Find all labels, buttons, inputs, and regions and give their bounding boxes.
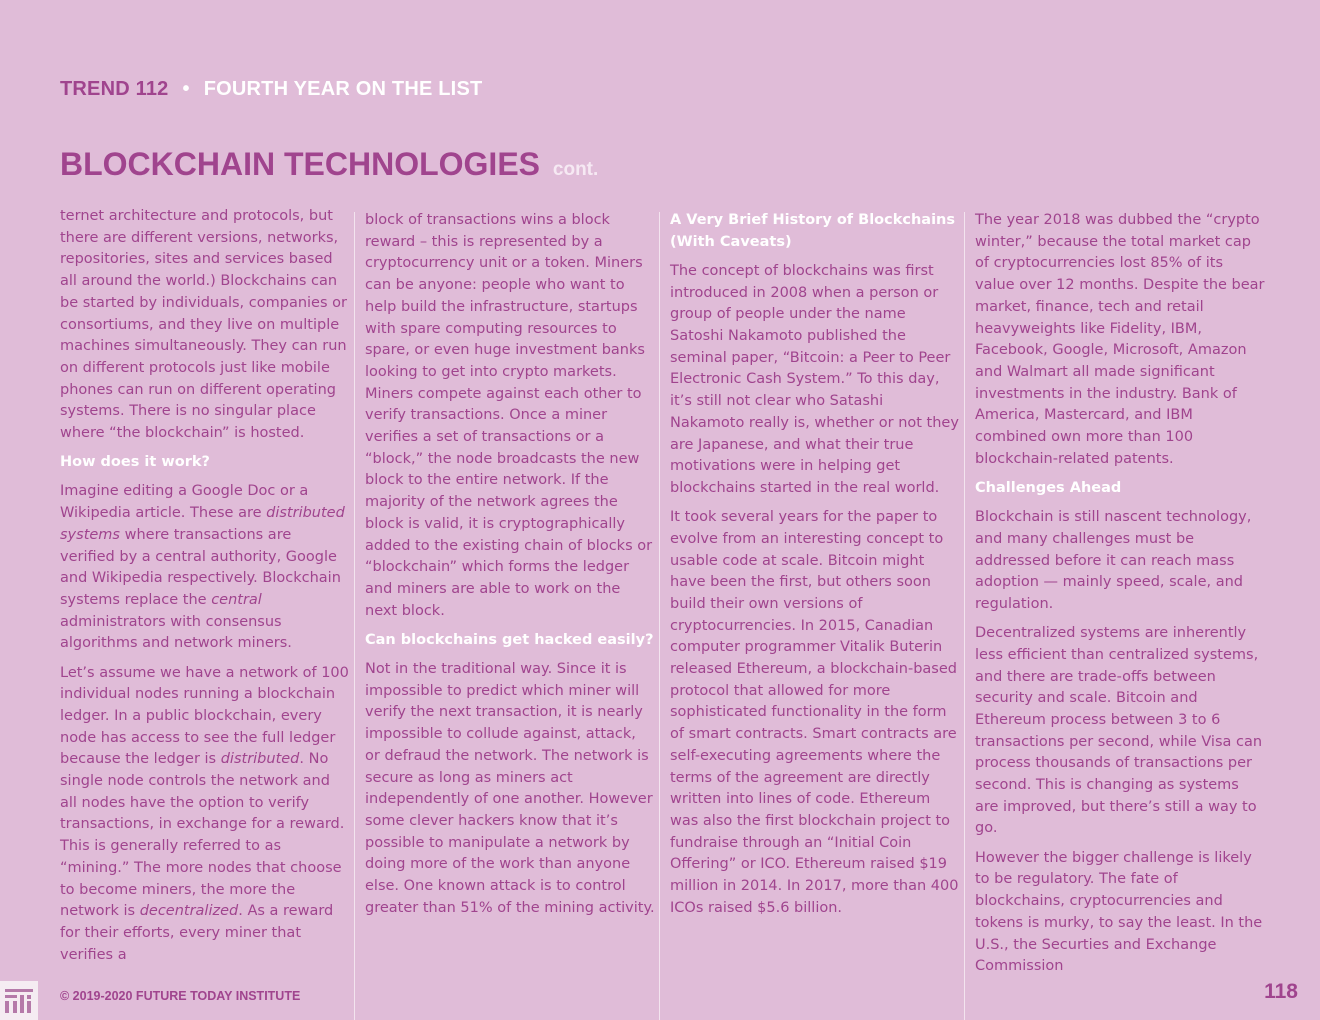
text-column-4 [975, 210, 1265, 985]
text-column-1 [60, 206, 350, 974]
col1-heading-how-it-works: How does it work? [60, 454, 210, 471]
col1-p3-text-c: . As a reward for their efforts, every miner that verifies a [60, 903, 334, 963]
col4-paragraph-1: The year 2018 was dubbed the “crypto winter,” because the total market cap of cryptocurrencies lost 85% of its value over 12 months. Despite the bear market, finance, tech and retail heavyweights like Fidelity, IBM, Facebook, Google, Microsoft, Amazon and Walmart all made significant investments in the industry. Bank of America, Mastercard, and IBM combined own more than 100 blockchain-related patents. [975, 212, 1265, 467]
fti-logo-icon [0, 981, 38, 1020]
col4-paragraph-3: Decentralized systems are inherently less efficient than centralized systems, and there are trade-offs between security and scale. Bitcoin and Ethereum process between 3 to 6 transactions per second, while Visa can process thousands of transactions per second. This is changing as systems are improved, but there’s still a way to go. [975, 625, 1263, 837]
col1-paragraph-1: ternet architecture and protocols, but there are different versions, networks, repositories, sites and services based all around the world.) Blockchains can be started by individuals, companies or consortiums, and they live on multiple machines simultaneously. They can run on different protocols just like mobile phones can run on different operating systems. There is no singular place where “the blockchain” is hosted. [60, 208, 347, 442]
page-title [60, 146, 598, 183]
col2-paragraph-1: block of transactions wins a block reward – this is represented by a cryptocurrency unit or a token. Miners can be anyone: people who want to help build the infrastructure, startups with spare computing resources to spare, or even huge investment banks looking to get into crypto markets. Miners compete against each other to verify transactions. Once a miner verifies a set of transactions or a “block,” the node broadcasts the new block to the entire network. If the majority of the network agrees the block is valid, it is cryptographically added to the existing chain of blocks or “blockchain” which forms the ledger and miners are able to work on the next block. [365, 212, 653, 619]
col4-heading-challenges: Challenges Ahead [975, 479, 1122, 496]
trend-separator: • [182, 78, 190, 100]
col4-paragraph-4: However the bigger challenge is likely to be regulatory. The fate of blockchains, cryptocurrencies and tokens is murky, to say the least. In the U.S., the Securties and Exchange Commission [975, 849, 1263, 975]
col1-paragraph-3 [60, 663, 350, 967]
col1-p2-text-c: administrators with consensus algorithms and network miners. [60, 613, 292, 652]
fti-logo-glyph-icon [5, 989, 33, 1013]
footer-copyright: © 2019-2020 FUTURE TODAY INSTITUTE [60, 989, 301, 1003]
trend-number: TREND 112 [60, 78, 169, 100]
column-divider-1 [354, 212, 355, 1020]
col1-p3-text-a: Let’s assume we have a network of 100 individual nodes running a blockchain ledger. In a public blockchain, every node has access to see the full ledger because the ledger is [60, 664, 349, 768]
col1-p2-text-b: where transactions are verified by a central authority, Google and Wikipedia respectively. Blockchain systems replace the [60, 526, 341, 608]
col3-heading-history: A Very Brief History of Blockchains (With Caveats) [670, 212, 955, 250]
column-divider-2 [659, 212, 660, 1020]
col1-p3-emphasis-1: distributed [220, 751, 300, 768]
col4-paragraph-2: Blockchain is still nascent technology, and many challenges must be addressed before it can reach mass adoption — mainly speed, scale, and regulation. [975, 509, 1252, 612]
col2-paragraph-2: Not in the traditional way. Since it is impossible to predict which miner will verify the next transaction, it is nearly impossible to collude against, attack, or defraud the network. The network is secure as long as miners act independently of one another. However some clever hackers know that it’s possible to manipulate a network by doing more of the work than anyone else. One known attack is to control greater than 51% of the mining activity. [365, 661, 655, 916]
page-number: 118 [1264, 980, 1298, 1003]
col3-paragraph-1: The concept of blockchains was first introduced in 2008 when a person or group of people under the name Satoshi Nakamoto published the seminal paper, “Bitcoin: a Peer to Peer Electronic Cash System.” To this day, it’s still not clear who Satashi Nakamoto really is, whether or not they are Japanese, and what their true motivations were in helping get blockchains started in the real world. [670, 262, 959, 496]
page-title-text: BLOCKCHAIN TECHNOLOGIES [60, 146, 540, 182]
col1-p2-emphasis-2: central [211, 591, 262, 608]
col3-paragraph-2: It took several years for the paper to evolve from an interesting concept to usable code at scale. Bitcoin might have been the first, but others soon build their own versions of cryptocurrencies. In 2015, Canadian computer programmer Vitalik Buterin released Ethereum, a blockchain-based protocol that allowed for more sophisticated functionality in the form of smart contracts. Smart contracts are self-executing agreements where the terms of the agreement are directly written into lines of code. Ethereum was also the first blockchain project to fundraise through an “Initial Coin Offering” or ICO. Ethereum raised $19 million in 2014. In 2017, more than 400 ICOs raised $5.6 billion. [670, 509, 959, 916]
col1-p3-emphasis-2: decentralized [139, 903, 239, 920]
col1-p3-text-b: . No single node controls the network and all nodes have the option to verify transactions, in exchange for a reward. This is generally referred to as “mining.” The more nodes that choose to become miners, the more the network is [60, 751, 345, 920]
text-column-3 [670, 210, 960, 927]
page-title-suffix: cont. [552, 159, 599, 180]
col2-heading-hacked: Can blockchains get hacked easily? [365, 631, 654, 648]
trend-year-label: FOURTH YEAR ON THE LIST [203, 78, 483, 100]
text-column-2 [365, 210, 655, 927]
column-divider-3 [964, 212, 965, 1020]
trend-label [60, 78, 482, 101]
col1-p2-text-a: Imagine editing a Google Doc or a Wikipedia article. These are [60, 483, 309, 522]
col1-p2-emphasis-1: distributed systems [60, 505, 345, 543]
col1-paragraph-2 [60, 481, 350, 655]
